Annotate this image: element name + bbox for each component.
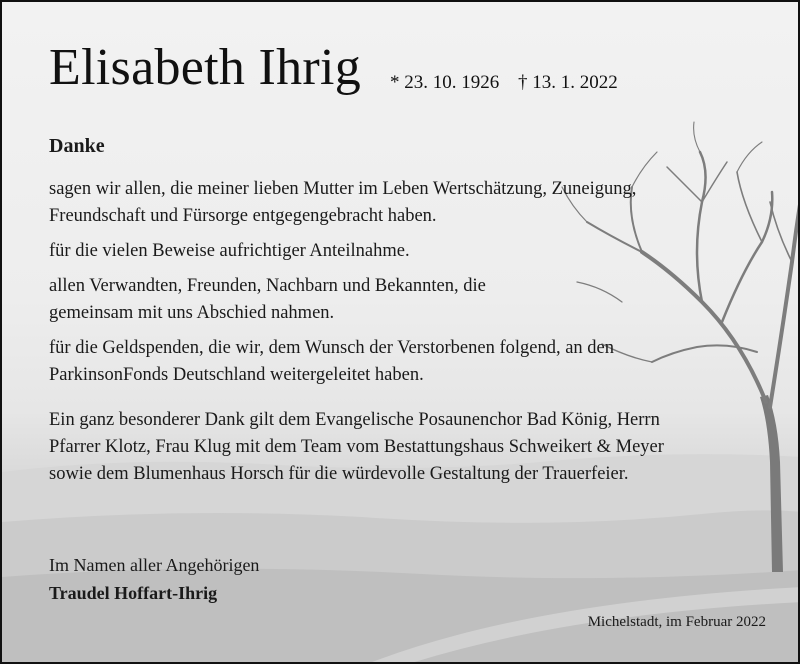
signature-name: Traudel Hoffart-Ihrig xyxy=(49,583,218,603)
place-date: Michelstadt, im Februar 2022 xyxy=(587,614,766,630)
obituary-heading xyxy=(49,38,361,97)
paragraph: sagen wir allen, die meiner lieben Mutter im Leben Wertschätzung, Zuneigung, Freundschaft und Fürsorge entgegengebracht haben. xyxy=(49,179,637,226)
life-dates xyxy=(390,72,632,94)
birth-date: * 23. 10. 1926 xyxy=(390,72,500,93)
paragraph: Ein ganz besonderer Dank gilt dem Evangelische Posaunenchor Bad König, Herrn Pfarrer Klotz, Frau Klug mit dem Team vom Bestattungshaus Schweikert & Meyer sowie dem Blumenhaus Horsch für die würdevolle Gestaltung der Trauerfeier. xyxy=(49,410,664,484)
paragraph: allen Verwandten, Freunden, Nachbarn und Bekannten, die gemeinsam mit uns Abschied nahmen. xyxy=(49,276,486,323)
paragraph: für die vielen Beweise aufrichtiger Anteilnahme. xyxy=(49,241,410,261)
deceased-name: Elisabeth Ihrig xyxy=(49,39,362,96)
paragraph: für die Geldspenden, die wir, dem Wunsch der Verstorbenen folgend, an den ParkinsonFonds Deutschland weitergeleitet haben. xyxy=(49,338,614,385)
death-date: † 13. 1. 2022 xyxy=(518,72,618,93)
thanks-heading: Danke xyxy=(49,135,105,157)
signature-intro: Im Namen aller Angehörigen xyxy=(49,555,260,575)
thanks-body xyxy=(49,176,729,496)
